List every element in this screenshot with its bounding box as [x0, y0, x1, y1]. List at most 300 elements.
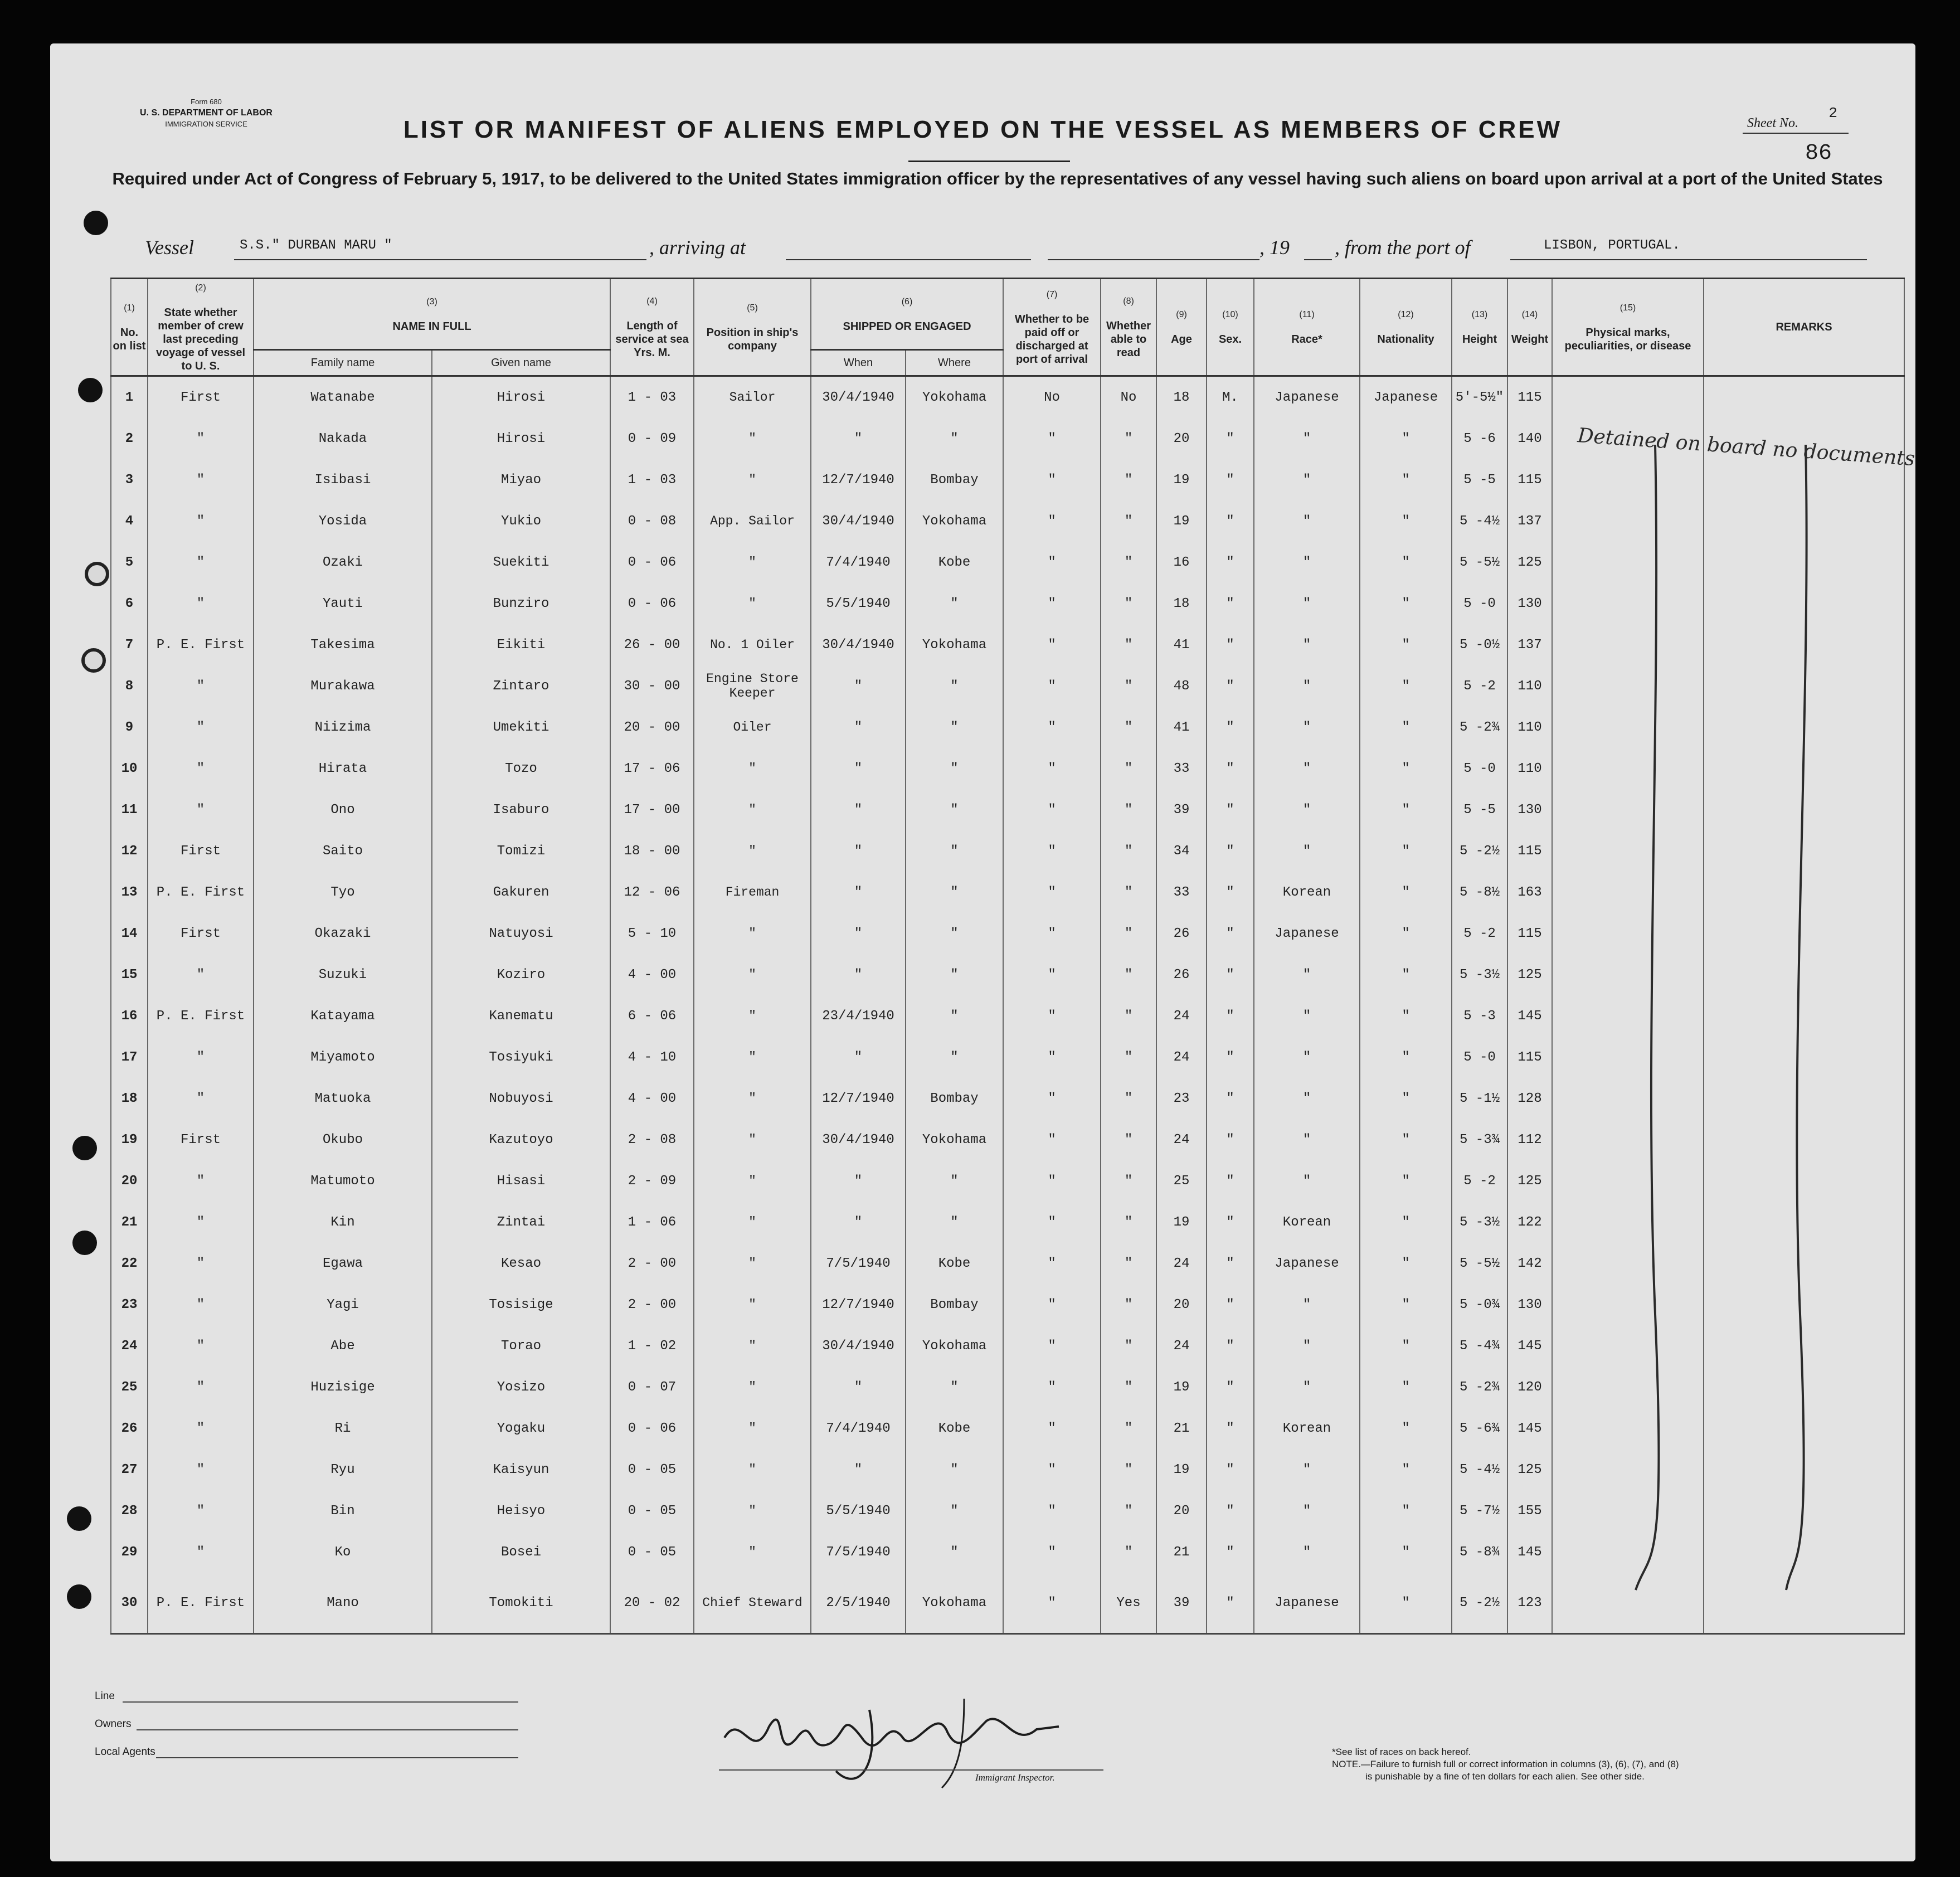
cell-position: ": [694, 1449, 811, 1490]
cell-no: 11: [111, 789, 148, 830]
cell-able-to-read: ": [1101, 1037, 1156, 1078]
cell-given-name: Natuyosi: [432, 913, 610, 954]
cell-given-name: Bosei: [432, 1531, 610, 1573]
cell-race: ": [1254, 418, 1360, 459]
cell-race: Korean: [1254, 1408, 1360, 1449]
cell-shipped-where: Kobe: [906, 1243, 1003, 1284]
cell-last-voyage: ": [148, 418, 254, 459]
cell-sex: ": [1207, 1325, 1254, 1367]
cell-family-name: Matumoto: [254, 1160, 432, 1202]
cell-sex: ": [1207, 459, 1254, 500]
cell-height: 5 -2¾: [1452, 707, 1507, 748]
cell-able-to-read: ": [1101, 830, 1156, 872]
cell-given-name: Zintai: [432, 1202, 610, 1243]
cell-weight: 125: [1507, 542, 1552, 583]
cell-able-to-read: ": [1101, 748, 1156, 789]
cell-given-name: Koziro: [432, 954, 610, 995]
cell-weight: 120: [1507, 1367, 1552, 1408]
cell-last-voyage: First: [148, 913, 254, 954]
cell-nationality: ": [1360, 1160, 1452, 1202]
cell-position: ": [694, 913, 811, 954]
cell-shipped-where: Yokohama: [906, 624, 1003, 665]
cell-weight: 130: [1507, 789, 1552, 830]
binder-hole: [67, 1584, 91, 1609]
cell-nationality: ": [1360, 418, 1452, 459]
cell-no: 4: [111, 500, 148, 542]
cell-nationality: ": [1360, 748, 1452, 789]
cell-shipped-when: 7/4/1940: [811, 542, 906, 583]
cell-last-voyage: P. E. First: [148, 995, 254, 1037]
cell-weight: 115: [1507, 376, 1552, 419]
remarks-ditto-line-left: [1636, 445, 1659, 1590]
cell-weight: 163: [1507, 872, 1552, 913]
cell-race: ": [1254, 995, 1360, 1037]
cell-family-name: Niizima: [254, 707, 432, 748]
cell-shipped-where: Yokohama: [906, 1325, 1003, 1367]
cell-able-to-read: ": [1101, 1160, 1156, 1202]
cell-sex: ": [1207, 1202, 1254, 1243]
cell-height: 5 -6: [1452, 418, 1507, 459]
cell-no: 26: [111, 1408, 148, 1449]
cell-position: Oiler: [694, 707, 811, 748]
cell-shipped-where: Bombay: [906, 1078, 1003, 1119]
cell-weight: 122: [1507, 1202, 1552, 1243]
cell-height: 5 -3¾: [1452, 1119, 1507, 1160]
vessel-name: S.S." DURBAN MARU ": [240, 238, 392, 253]
cell-family-name: Egawa: [254, 1243, 432, 1284]
cell-able-to-read: ": [1101, 872, 1156, 913]
cell-age: 19: [1156, 1367, 1207, 1408]
cell-no: 24: [111, 1325, 148, 1367]
cell-shipped-where: ": [906, 872, 1003, 913]
cell-nationality: ": [1360, 459, 1452, 500]
cell-given-name: Tozo: [432, 748, 610, 789]
cell-shipped-when: ": [811, 665, 906, 707]
cell-shipped-where: Bombay: [906, 459, 1003, 500]
cell-shipped-when: ": [811, 789, 906, 830]
cell-service: 0 - 06: [610, 583, 694, 624]
cell-height: 5 -0½: [1452, 624, 1507, 665]
cell-family-name: Matuoka: [254, 1078, 432, 1119]
cell-shipped-where: Kobe: [906, 542, 1003, 583]
cell-height: 5 -5: [1452, 459, 1507, 500]
binder-hole: [78, 378, 103, 402]
cell-height: 5 -5½: [1452, 542, 1507, 583]
cell-sex: ": [1207, 1078, 1254, 1119]
cell-paid-off: ": [1003, 542, 1101, 583]
cell-position: ": [694, 459, 811, 500]
cell-nationality: ": [1360, 1449, 1452, 1490]
cell-given-name: Kesao: [432, 1243, 610, 1284]
cell-height: 5'-5½": [1452, 376, 1507, 419]
cell-sex: ": [1207, 1160, 1254, 1202]
cell-race: ": [1254, 1119, 1360, 1160]
cell-shipped-when: 7/5/1940: [811, 1243, 906, 1284]
col-sex-header: (10) Sex.: [1207, 279, 1254, 376]
cell-shipped-where: ": [906, 1037, 1003, 1078]
cell-given-name: Tosisige: [432, 1284, 610, 1325]
cell-able-to-read: ": [1101, 789, 1156, 830]
cell-shipped-when: 7/4/1940: [811, 1408, 906, 1449]
cell-weight: 115: [1507, 913, 1552, 954]
cell-able-to-read: ": [1101, 418, 1156, 459]
cell-last-voyage: First: [148, 830, 254, 872]
cell-given-name: Hisasi: [432, 1160, 610, 1202]
col-no-header: (1) No. on list: [111, 279, 148, 376]
cell-race: ": [1254, 1449, 1360, 1490]
cell-age: 18: [1156, 583, 1207, 624]
cell-shipped-where: Yokohama: [906, 1119, 1003, 1160]
cell-age: 39: [1156, 789, 1207, 830]
cell-nationality: ": [1360, 583, 1452, 624]
cell-position: ": [694, 1531, 811, 1573]
cell-service: 12 - 06: [610, 872, 694, 913]
cell-position: ": [694, 1243, 811, 1284]
cell-shipped-when: ": [811, 1160, 906, 1202]
cell-able-to-read: Yes: [1101, 1573, 1156, 1634]
cell-shipped-when: ": [811, 1202, 906, 1243]
cell-age: 19: [1156, 1449, 1207, 1490]
cell-shipped-when: ": [811, 418, 906, 459]
cell-able-to-read: ": [1101, 665, 1156, 707]
cell-weight: 110: [1507, 748, 1552, 789]
cell-sex: ": [1207, 418, 1254, 459]
cell-given-name: Torao: [432, 1325, 610, 1367]
cell-position: ": [694, 789, 811, 830]
cell-service: 1 - 03: [610, 459, 694, 500]
col-remarks-header: REMARKS: [1704, 279, 1904, 376]
cell-weight: 123: [1507, 1573, 1552, 1634]
document-subtitle: Required under Act of Congress of February 5, 1917, to be delivered to the United States immigration officer by the representatives of any vessel having such aliens on board upon arrival at a port of the United States: [112, 169, 1883, 188]
cell-able-to-read: ": [1101, 1078, 1156, 1119]
cell-height: 5 -3½: [1452, 954, 1507, 995]
cell-shipped-where: ": [906, 830, 1003, 872]
cell-paid-off: ": [1003, 1284, 1101, 1325]
cell-sex: ": [1207, 1284, 1254, 1325]
cell-race: Korean: [1254, 1202, 1360, 1243]
binder-hole: [72, 1231, 97, 1255]
cell-weight: 130: [1507, 583, 1552, 624]
cell-weight: 137: [1507, 624, 1552, 665]
cell-given-name: Tomizi: [432, 830, 610, 872]
cell-race: Japanese: [1254, 1243, 1360, 1284]
cell-service: 26 - 00: [610, 624, 694, 665]
cell-paid-off: ": [1003, 1325, 1101, 1367]
cell-no: 29: [111, 1531, 148, 1573]
cell-shipped-where: Bombay: [906, 1284, 1003, 1325]
cell-sex: ": [1207, 542, 1254, 583]
cell-sex: ": [1207, 913, 1254, 954]
cell-no: 27: [111, 1449, 148, 1490]
cell-shipped-where: ": [906, 1367, 1003, 1408]
cell-shipped-where: ": [906, 1490, 1003, 1531]
cell-no: 28: [111, 1490, 148, 1531]
col-last-voyage-header: (2) State whether member of crew last preceding voyage of vessel to U. S.: [148, 279, 254, 376]
cell-service: 2 - 08: [610, 1119, 694, 1160]
cell-age: 24: [1156, 1037, 1207, 1078]
cell-last-voyage: ": [148, 1449, 254, 1490]
cell-nationality: ": [1360, 1037, 1452, 1078]
cell-service: 0 - 06: [610, 1408, 694, 1449]
cell-able-to-read: ": [1101, 954, 1156, 995]
cell-position: ": [694, 1078, 811, 1119]
cell-age: 26: [1156, 913, 1207, 954]
cell-family-name: Okubo: [254, 1119, 432, 1160]
sheet-number: 2: [1828, 105, 1837, 121]
line-fill-line: [123, 1701, 518, 1703]
col-family-name-header: Family name: [254, 350, 432, 376]
cell-weight: 112: [1507, 1119, 1552, 1160]
cell-shipped-where: Yokohama: [906, 376, 1003, 419]
cell-race: ": [1254, 830, 1360, 872]
page-number: 86: [1805, 141, 1832, 166]
cell-height: 5 -0: [1452, 748, 1507, 789]
col-weight-header: (14) Weight: [1507, 279, 1552, 376]
cell-paid-off: ": [1003, 913, 1101, 954]
binder-hole: [84, 211, 108, 235]
col-height-header: (13) Height: [1452, 279, 1507, 376]
cell-weight: 125: [1507, 1160, 1552, 1202]
cell-sex: ": [1207, 1243, 1254, 1284]
owners-label: Owners: [95, 1718, 132, 1730]
cell-service: 0 - 08: [610, 500, 694, 542]
cell-family-name: Ono: [254, 789, 432, 830]
cell-no: 25: [111, 1367, 148, 1408]
cell-no: 3: [111, 459, 148, 500]
cell-paid-off: No: [1003, 376, 1101, 419]
cell-position: Sailor: [694, 376, 811, 419]
cell-able-to-read: ": [1101, 1367, 1156, 1408]
remarks-handwriting: Detained on board no documents: [1577, 424, 1915, 471]
cell-age: 21: [1156, 1408, 1207, 1449]
cell-able-to-read: ": [1101, 913, 1156, 954]
cell-last-voyage: ": [148, 459, 254, 500]
cell-shipped-where: ": [906, 418, 1003, 459]
cell-family-name: Huzisige: [254, 1367, 432, 1408]
cell-position: ": [694, 1490, 811, 1531]
cell-shipped-when: 12/7/1940: [811, 1284, 906, 1325]
cell-family-name: Yagi: [254, 1284, 432, 1325]
cell-no: 19: [111, 1119, 148, 1160]
cell-race: ": [1254, 665, 1360, 707]
cell-last-voyage: ": [148, 1037, 254, 1078]
cell-shipped-when: 2/5/1940: [811, 1573, 906, 1634]
cell-race: Japanese: [1254, 913, 1360, 954]
cell-height: 5 -0: [1452, 1037, 1507, 1078]
col-service-header: (4) Length of service at sea Yrs. M.: [610, 279, 694, 376]
local-agents-label: Local Agents: [95, 1746, 155, 1758]
cell-last-voyage: ": [148, 1243, 254, 1284]
col-age-header: (9) Age: [1156, 279, 1207, 376]
cell-service: 20 - 00: [610, 707, 694, 748]
cell-shipped-when: 7/5/1940: [811, 1531, 906, 1573]
cell-service: 0 - 05: [610, 1490, 694, 1531]
cell-no: 5: [111, 542, 148, 583]
cell-service: 4 - 00: [610, 1078, 694, 1119]
cell-position: ": [694, 583, 811, 624]
cell-age: 41: [1156, 624, 1207, 665]
cell-age: 24: [1156, 1119, 1207, 1160]
cell-last-voyage: ": [148, 1202, 254, 1243]
cell-sex: ": [1207, 748, 1254, 789]
cell-given-name: Tosiyuki: [432, 1037, 610, 1078]
cell-able-to-read: ": [1101, 1243, 1156, 1284]
cell-weight: 110: [1507, 665, 1552, 707]
cell-shipped-where: ": [906, 954, 1003, 995]
cell-no: 20: [111, 1160, 148, 1202]
cell-no: 8: [111, 665, 148, 707]
col-nationality-header: (12) Nationality: [1360, 279, 1452, 376]
cell-able-to-read: ": [1101, 624, 1156, 665]
cell-last-voyage: P. E. First: [148, 1573, 254, 1634]
cell-race: ": [1254, 1490, 1360, 1531]
remarks-annotation: [50, 43, 1915, 1861]
cell-position: ": [694, 995, 811, 1037]
cell-height: 5 -8¾: [1452, 1531, 1507, 1573]
cell-age: 48: [1156, 665, 1207, 707]
cell-weight: 125: [1507, 954, 1552, 995]
cell-given-name: Isaburo: [432, 789, 610, 830]
cell-paid-off: ": [1003, 1160, 1101, 1202]
cell-able-to-read: ": [1101, 542, 1156, 583]
cell-paid-off: ": [1003, 418, 1101, 459]
cell-race: ": [1254, 500, 1360, 542]
cell-paid-off: ": [1003, 1078, 1101, 1119]
cell-race: ": [1254, 1531, 1360, 1573]
cell-service: 2 - 00: [610, 1284, 694, 1325]
cell-age: 20: [1156, 418, 1207, 459]
cell-last-voyage: First: [148, 1119, 254, 1160]
cell-age: 20: [1156, 1490, 1207, 1531]
binder-hole: [85, 562, 109, 586]
cell-given-name: Nobuyosi: [432, 1078, 610, 1119]
cell-paid-off: ": [1003, 1408, 1101, 1449]
cell-height: 5 -5: [1452, 789, 1507, 830]
cell-race: ": [1254, 1367, 1360, 1408]
cell-service: 5 - 10: [610, 913, 694, 954]
cell-paid-off: ": [1003, 1119, 1101, 1160]
cell-height: 5 -6¾: [1452, 1408, 1507, 1449]
cell-paid-off: ": [1003, 665, 1101, 707]
cell-sex: ": [1207, 707, 1254, 748]
cell-shipped-when: ": [811, 913, 906, 954]
cell-family-name: Suzuki: [254, 954, 432, 995]
cell-weight: 137: [1507, 500, 1552, 542]
cell-family-name: Ko: [254, 1531, 432, 1573]
col-position-header: (5) Position in ship's company: [694, 279, 811, 376]
cell-nationality: ": [1360, 1119, 1452, 1160]
cell-height: 5 -2: [1452, 913, 1507, 954]
cell-given-name: Heisyo: [432, 1490, 610, 1531]
cell-shipped-where: Yokohama: [906, 500, 1003, 542]
cell-nationality: ": [1360, 500, 1452, 542]
footnote: [1332, 1746, 1867, 1783]
cell-sex: ": [1207, 954, 1254, 995]
cell-paid-off: ": [1003, 583, 1101, 624]
cell-able-to-read: ": [1101, 500, 1156, 542]
cell-no: 9: [111, 707, 148, 748]
department-name: U. S. DEPARTMENT OF LABOR: [140, 108, 273, 118]
cell-shipped-where: ": [906, 1202, 1003, 1243]
cell-position: Chief Steward: [694, 1573, 811, 1634]
cell-service: 17 - 06: [610, 748, 694, 789]
cell-sex: ": [1207, 1408, 1254, 1449]
col-race-header: (11) Race*: [1254, 279, 1360, 376]
cell-given-name: Umekiti: [432, 707, 610, 748]
cell-position: ": [694, 1367, 811, 1408]
cell-position: ": [694, 542, 811, 583]
cell-nationality: ": [1360, 1202, 1452, 1243]
cell-sex: ": [1207, 1490, 1254, 1531]
cell-family-name: Yosida: [254, 500, 432, 542]
vessel-label: Vessel: [145, 236, 194, 259]
cell-shipped-when: 5/5/1940: [811, 583, 906, 624]
cell-nationality: ": [1360, 1573, 1452, 1634]
cell-family-name: Yauti: [254, 583, 432, 624]
col-paid-off-header: (7) Whether to be paid off or discharged at port of arrival: [1003, 279, 1101, 376]
cell-no: 6: [111, 583, 148, 624]
cell-able-to-read: ": [1101, 1408, 1156, 1449]
binder-hole: [67, 1506, 91, 1531]
cell-shipped-where: ": [906, 748, 1003, 789]
cell-nationality: ": [1360, 789, 1452, 830]
cell-family-name: Saito: [254, 830, 432, 872]
cell-race: Japanese: [1254, 1573, 1360, 1634]
cell-last-voyage: ": [148, 500, 254, 542]
cell-family-name: Watanabe: [254, 376, 432, 419]
cell-position: ": [694, 830, 811, 872]
cell-service: 0 - 07: [610, 1367, 694, 1408]
cell-last-voyage: ": [148, 954, 254, 995]
cell-shipped-where: ": [906, 789, 1003, 830]
cell-shipped-when: 30/4/1940: [811, 624, 906, 665]
cell-position: ": [694, 1408, 811, 1449]
cell-nationality: ": [1360, 1325, 1452, 1367]
cell-weight: 130: [1507, 1284, 1552, 1325]
cell-position: ": [694, 1160, 811, 1202]
cell-given-name: Miyao: [432, 459, 610, 500]
sheet-label: Sheet No.: [1747, 116, 1798, 130]
col-given-name-header: Given name: [432, 350, 610, 376]
cell-family-name: Ri: [254, 1408, 432, 1449]
cell-given-name: Kanematu: [432, 995, 610, 1037]
cell-nationality: ": [1360, 542, 1452, 583]
cell-nationality: ": [1360, 872, 1452, 913]
cell-shipped-where: ": [906, 1449, 1003, 1490]
cell-paid-off: ": [1003, 748, 1101, 789]
cell-able-to-read: ": [1101, 1284, 1156, 1325]
cell-nationality: ": [1360, 1490, 1452, 1531]
cell-sex: ": [1207, 500, 1254, 542]
cell-able-to-read: ": [1101, 1202, 1156, 1243]
cell-no: 10: [111, 748, 148, 789]
cell-race: ": [1254, 954, 1360, 995]
cell-given-name: Suekiti: [432, 542, 610, 583]
cell-age: 19: [1156, 500, 1207, 542]
cell-service: 20 - 02: [610, 1573, 694, 1634]
cell-service: 18 - 00: [610, 830, 694, 872]
cell-family-name: Okazaki: [254, 913, 432, 954]
cell-weight: 145: [1507, 1531, 1552, 1573]
cell-weight: 145: [1507, 1325, 1552, 1367]
cell-age: 24: [1156, 1325, 1207, 1367]
cell-given-name: Zintaro: [432, 665, 610, 707]
cell-paid-off: ": [1003, 1573, 1101, 1634]
cell-shipped-where: ": [906, 583, 1003, 624]
cell-height: 5 -4½: [1452, 1449, 1507, 1490]
cell-age: 33: [1156, 748, 1207, 789]
cell-shipped-when: ": [811, 954, 906, 995]
